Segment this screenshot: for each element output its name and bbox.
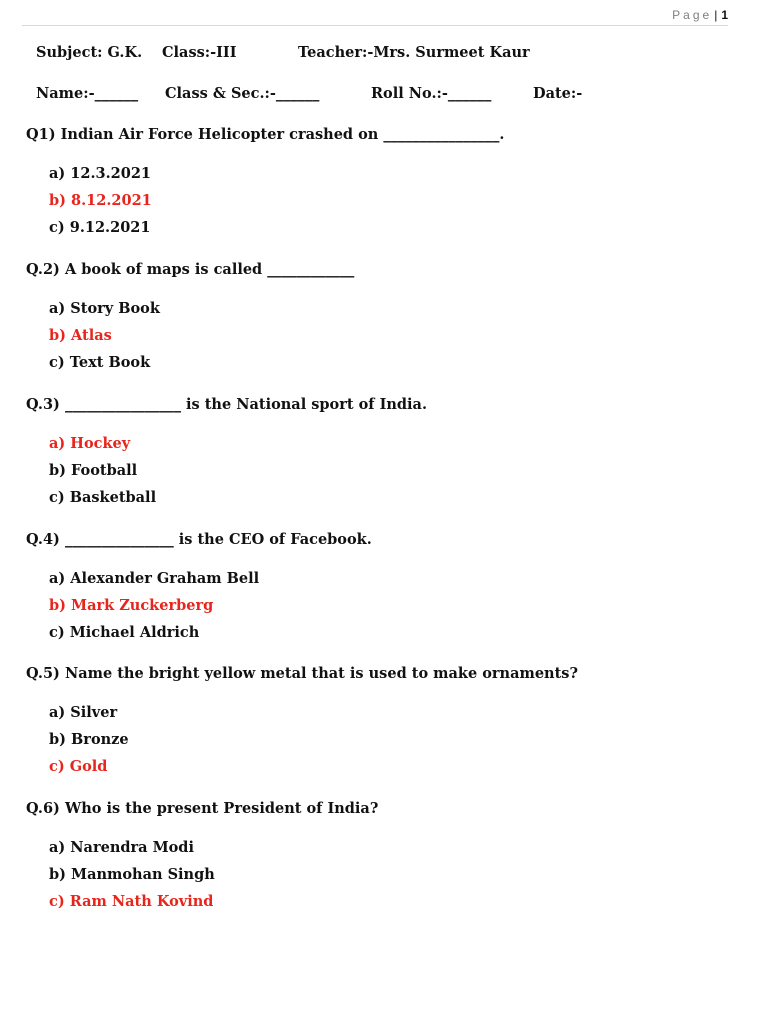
answer-option: c) Text Book — [49, 354, 151, 371]
subject-label: Subject: G.K. — [36, 44, 143, 61]
correct-answer-option: b) Atlas — [49, 327, 112, 344]
answer-option: a) Story Book — [49, 300, 160, 317]
page-separator: | — [714, 8, 718, 22]
page-header — [22, 8, 728, 26]
teacher-label: Teacher:-Mrs. Surmeet Kaur — [298, 44, 530, 61]
correct-answer-option: b) Mark Zuckerberg — [49, 597, 214, 614]
answer-option: a) Narendra Modi — [49, 839, 194, 856]
page-number — [672, 8, 728, 22]
date-field: Date:- — [533, 85, 583, 102]
answer-option: b) Bronze — [49, 731, 129, 748]
correct-answer-option: b) 8.12.2021 — [49, 192, 152, 209]
answer-option: c) 9.12.2021 — [49, 219, 151, 236]
question-5: Q.5) Name the bright yellow metal that is used to make ornaments? — [26, 665, 578, 682]
answer-option: b) Football — [49, 462, 138, 479]
question-4: Q.4) _______________ is the CEO of Facebook. — [26, 531, 372, 548]
class-sec-field: Class & Sec.:-______ — [165, 85, 320, 102]
question-6: Q.6) Who is the present President of India? — [26, 800, 379, 817]
name-field: Name:-______ — [36, 85, 139, 102]
answer-option: c) Basketball — [49, 489, 157, 506]
roll-field: Roll No.:-______ — [371, 85, 492, 102]
correct-answer-option: a) Hockey — [49, 435, 131, 452]
answer-option: a) Alexander Graham Bell — [49, 570, 260, 587]
correct-answer-option: c) Gold — [49, 758, 108, 775]
correct-answer-option: c) Ram Nath Kovind — [49, 893, 214, 910]
question-2: Q.2) A book of maps is called ____________ — [26, 261, 355, 278]
answer-option: b) Manmohan Singh — [49, 866, 215, 883]
page-word: Page — [672, 8, 713, 22]
answer-option: a) 12.3.2021 — [49, 165, 152, 182]
answer-option: a) Silver — [49, 704, 118, 721]
question-1: Q1) Indian Air Force Helicopter crashed on ________________. — [26, 126, 505, 143]
page-number-value: 1 — [721, 8, 728, 22]
answer-option: c) Michael Aldrich — [49, 624, 200, 641]
question-3: Q.3) ________________ is the National sport of India. — [26, 396, 427, 413]
class-label: Class:-III — [162, 44, 237, 61]
